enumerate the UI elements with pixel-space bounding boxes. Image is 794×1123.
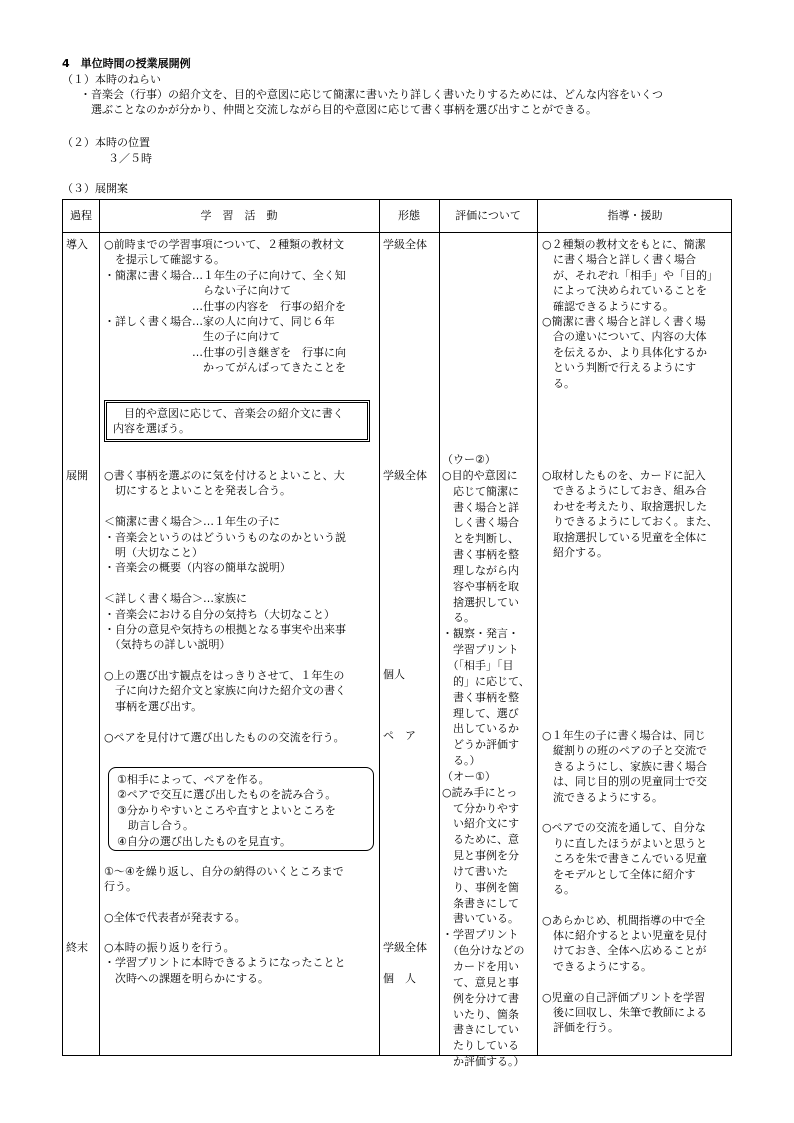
section-heading: 4 単位時間の授業展開例 — [62, 57, 191, 70]
stage-development: 展開 — [66, 469, 88, 482]
header-activity: 学 習 活 動 — [200, 209, 278, 222]
header-form: 形態 — [398, 209, 420, 222]
form-conclusion-whole: 学級全体 — [383, 941, 427, 954]
activity-repeat: ①～④を繰り返し、自分の納得のいくところまで 行う。 ○全体で代表者が発表する。 — [104, 865, 344, 925]
form-conclusion-individual: 個 人 — [383, 972, 416, 985]
form-pair: ペ ア — [383, 729, 416, 742]
header-support: 指導・援助 — [607, 209, 663, 222]
column-divider — [99, 200, 100, 1055]
support-development: ○取材したものを、カードに記入 できるようにしておき、組み合 わせを考えたり、取捨選択した りできるようにしておく。また、 取捨選択している児童を全体に 紹介する。 — [542, 469, 718, 559]
position-title: （２）本時の位置 — [62, 136, 150, 149]
lesson-goal-box: 目的や意図に応じて、音楽会の紹介文に書く 内容を選ぼう。 — [104, 400, 370, 442]
plan-title: （３）展開案 — [62, 182, 128, 195]
support-intro: ○２種類の教材文をもとに、簡潔 に書く場合と詳しく書く場合 が、それぞれ「相手」や「目的」 によって決められていることを 確認できるようにする。 ○簡潔に書く場合と詳しく書く場 合の違いについて、内容の大体 を伝えるか、より具体化するか という判断で行えるようにす る。 — [542, 238, 718, 390]
activity-intro: ○前時までの学習事項について、２種類の教材文 を提示して確認する。 ・簡潔に書く場合…１年生の子に向けて、全く知 らない子に向けて …仕事の内容を 行事の紹介を ・詳しく書く場合…家の人に向けて、同じ６年 生の子に向けて …仕事の引き継ぎを 行事に向 かってがんばってきたことを — [104, 238, 346, 375]
aim-text: ・音楽会（行事）の紹介文を、目的や意図に応じて簡潔に書いたり詳しく書いたりするためには、どんな内容をいくつ 選ぶことなのかが分かり、仲間と交流しながら目的や意図に応じて書く事柄を選び出すことができる。 — [80, 88, 663, 117]
header-evaluation: 評価について — [455, 209, 521, 222]
column-divider — [439, 200, 440, 1055]
evaluation-notes: （ウー②） ○目的や意図に 応じて簡潔に 書く場合と詳 しく書く場合 とを判断し、 書く事柄を整 理しながら内 容や事柄を取 捨選択してい る。 ・観察・発言・ 学習プリント （「相手」「目 的」に応じて、 書く事柄を整 理して、選び 出しているか どうか評価す る。） （オー①） ○読み手にとっ て分かりやす い紹介文にす るために、意 見と事例を分 けて書いた り、事例を箇 条書きにして 書いている。 ・学習プリント （色分けなどの カードを用い て、意見と事 例を分けて書 いたり、箇条 書きにしてい たりしている か評価する。） — [442, 453, 530, 1069]
pair-steps-box: ①相手によって、ペアを作る。 ②ペアで交互に選び出したものを読み合う。 ③分かりやすいところや直すとよいところを 助言し合う。 ④自分の選び出したものを見直す。 — [108, 767, 374, 851]
header-divider — [63, 232, 731, 233]
position-value: ３／５時 — [108, 152, 152, 165]
activity-conclusion: ○本時の振り返りを行う。 ・学習プリントに本時できるようになったことと 次時への課題を明らかにする。 — [104, 941, 346, 985]
support-pair-and-conclusion: ○１年生の子に書く場合は、同じ 縦割りの班のペアの子と交流で きるようにし、家族に書く場合 は、同じ目的別の児童同士で交 流できるようにする。 ○ペアでの交流を通して、自分な りに直したほうがよいと思うと ころを朱で書きこんでいる児童 をモデルとして全体に紹介す る。 ○あらかじめ、机間指導の中で全 体に紹介するとよい児童を見付 けておき、全体へ広めることが できるようにする。 ○児童の自己評価プリントを学習 後に回収し、朱筆で教師による 評価を行う。 — [542, 729, 707, 1035]
header-stage: 過程 — [70, 209, 92, 222]
activity-development: ○書く事柄を選ぶのに気を付けるとよいこと、大 切にするとよいことを発表し合う。 ＜簡潔に書く場合＞…１年生の子に ・音楽会というのはどういうものなのかという説 明（大切なこと） ・音楽会の概要（内容の簡単な説明） ＜詳しく書く場合＞…家族に ・音楽会における自分の気持ち（大切なこと） ・自分の意見や気持ちの根拠となる事実や出来事 （気持ちの詳しい説明） ○上の選び出す観点をはっきりさせて、１年生の 子に向けた紹介文と家族に向けた紹介文の書く 事柄を選び出す。 ○ペアを見付けて選び出したものの交流を行う。 — [104, 469, 346, 744]
stage-conclusion: 終末 — [66, 941, 88, 954]
form-intro: 学級全体 — [383, 238, 427, 251]
stage-intro: 導入 — [66, 238, 88, 251]
form-development-whole: 学級全体 — [383, 469, 427, 482]
aim-title: （１）本時のねらい — [62, 73, 161, 86]
form-individual: 個人 — [383, 668, 405, 681]
